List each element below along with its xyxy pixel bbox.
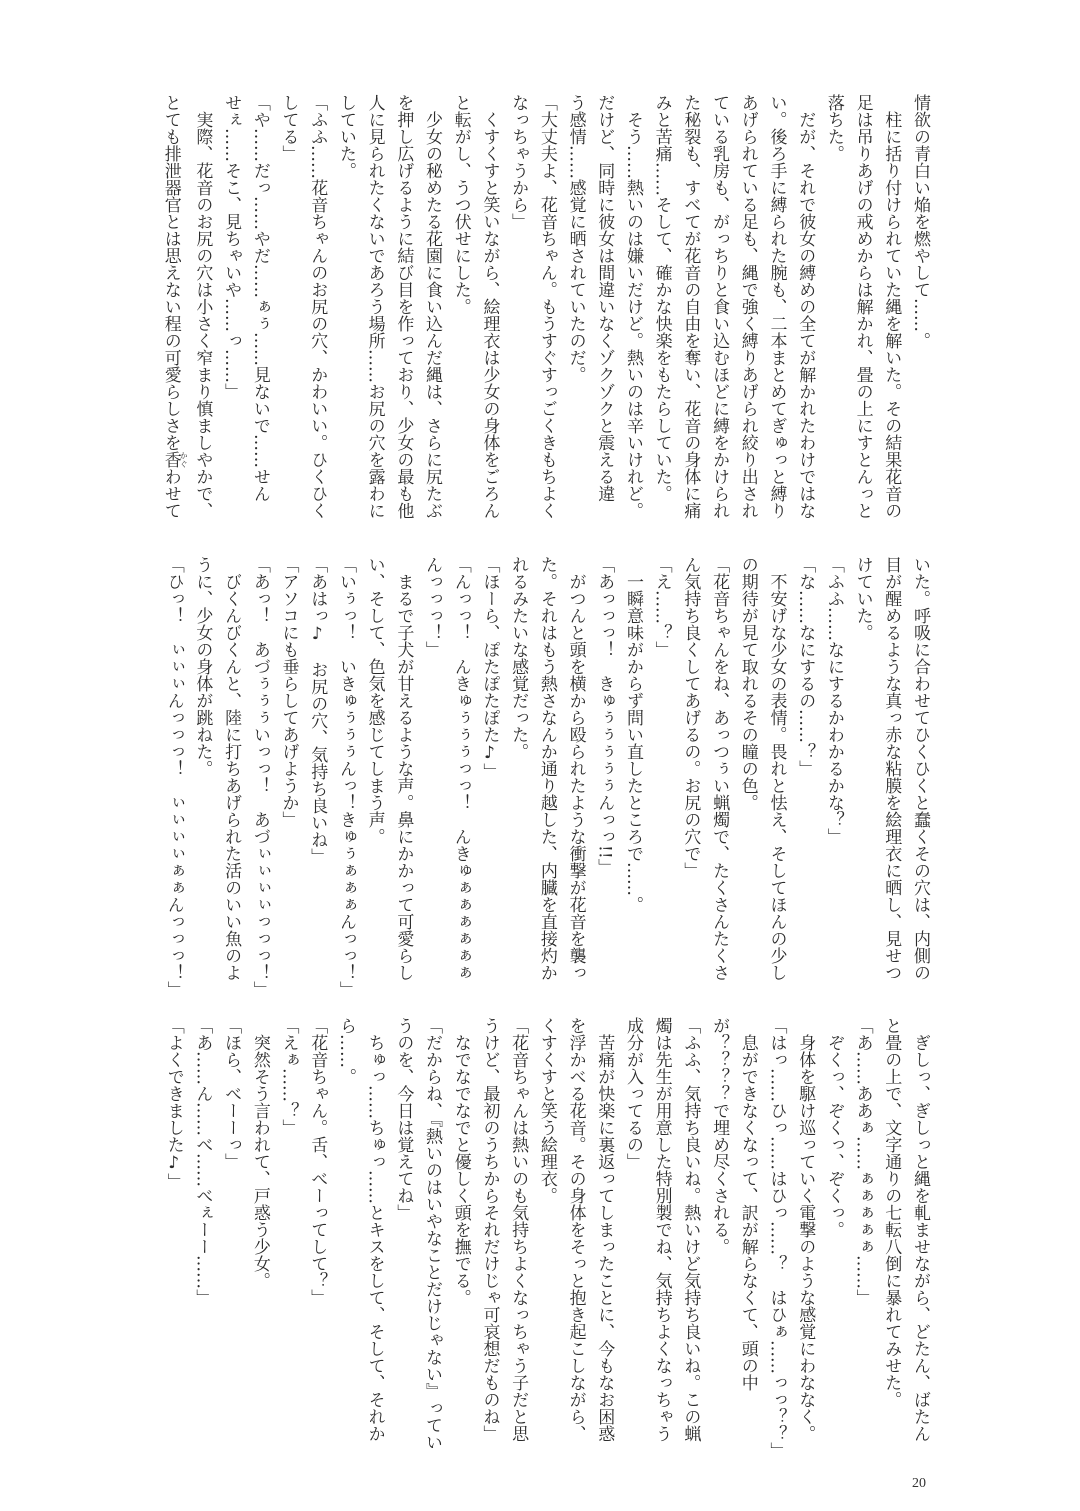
text-column: 柱に括り付けられていた縄を解いた。その結果花音の: [881, 94, 902, 519]
text-column: ぎしっ、ぎしっと縄を軋ませながら、どたん、ばたん: [910, 1017, 930, 1442]
text-run: わせて: [160, 468, 181, 519]
text-column: 落ちた。: [823, 94, 844, 162]
ruby-annotation: [160, 451, 189, 468]
text-column: だが、それで彼女の縛めの全てが解かれたわけではな: [795, 94, 816, 519]
text-column: そう……熱いのは嫌いだけど。熱いのは辛いけれど。: [622, 94, 643, 519]
text-column: 「ほら、べーーっ」: [221, 1017, 242, 1170]
text-column: していた。: [335, 94, 356, 179]
text-column: た。それはもう熱さなんか通り越した、内臓を直接灼か: [536, 556, 557, 981]
text-column: 「はっ……ひっ……はひっ……？ はひぁ……っっ？？」: [766, 1017, 787, 1459]
text-column: 人に見られたくないであろう場所……お尻の穴を露わに: [364, 94, 385, 519]
text-column: 「ふふ……なにするかわかるかな？」: [823, 556, 844, 845]
text-column: 「えぁ……？」: [278, 1017, 299, 1136]
text-column: せぇ……そこ、見ちゃいや……っ……」: [221, 94, 242, 400]
text-column: 「え……？」: [651, 556, 672, 658]
text-column: れるみたいな感覚だった。: [508, 556, 529, 760]
text-column: ら……。: [335, 1017, 356, 1085]
ruby-text: かぐ: [179, 451, 189, 468]
text-column: 苦痛が快楽に裏返ってしまったことに、今もなお困惑: [594, 1017, 615, 1442]
text-column: 「花音ちゃんをね、あっつぅい蝋燭で、たくさんたくさ: [709, 556, 730, 981]
text-column: 「あっっっ！ きゅぅぅぅぅぅんっっ!!」: [594, 556, 615, 876]
text-column: 実際、花音のお尻の穴は小さく窄まり慎ましやかで、: [192, 94, 213, 519]
text-column: うけど、最初のうちからそれだけじゃ可哀想だものね」: [479, 1017, 500, 1442]
text-column: うに、少女の身体が跳ねた。: [192, 556, 213, 777]
text-tier-top: [158, 94, 934, 526]
text-column: 身体を駆け巡っていく電撃のような感覚にわななく。: [795, 1017, 816, 1442]
text-column: を浮かべる花音。その身体をそっと抱き起こしながら、: [565, 1017, 586, 1442]
text-column: がつんと頭を横から殴られたような衝撃が花音を襲っ: [565, 556, 586, 981]
text-tier-middle: [158, 556, 934, 998]
text-column: 「花音ちゃんは熱いのも気持ちよくなっちゃう子だと思: [508, 1017, 529, 1442]
text-column: なでなでなでと優しく頭を撫でる。: [450, 1017, 471, 1306]
text-column: う感情……感覚に晒されていたのだ。: [565, 94, 586, 383]
text-column: 「ひっ！ ぃぃぃんっっっ！ ぃぃぃぃぁぁんっっっ！」: [163, 556, 184, 998]
text-column: 「よくできました♪」: [163, 1017, 184, 1190]
page-number: 20: [912, 1476, 926, 1491]
text-column: 情欲の青白い焔を燃やして……。: [910, 94, 930, 349]
text-column: 「んっっ！ んきゅぅぅぅっっ！ んきゅぁぁぁぁぁぁ: [450, 556, 471, 981]
text-column: い、そして、色気を感じてしまう声。: [364, 556, 385, 845]
text-column: と転がし、うつ伏せにした。: [450, 94, 471, 315]
text-column: みと苦痛……そして、確かな快楽をもたらしていた。: [651, 94, 672, 502]
text-column: 一瞬意味がからず問い直したところで……。: [622, 556, 643, 913]
text-column: 足は吊りあげの戒めからは解かれ、畳の上にすとんっと: [852, 94, 873, 519]
text-column: の期待が見て取れるその瞳の色。: [737, 556, 758, 811]
text-column: 「ふふ……花音ちゃんのお尻の穴、かわいい。ひくひく: [307, 94, 328, 519]
text-column: してる」: [278, 94, 299, 162]
text-column: 不安げな少女の表情。畏れと怯え、そしてほんの少し: [766, 556, 787, 981]
text-column: 「な……なにするの……？」: [795, 556, 816, 777]
text-column: だけど、同時に彼女は間違いなくゾクゾクと震える違: [594, 94, 615, 502]
text-column: い。後ろ手に縛られた腕も、二本まとめてぎゅっと縛り: [766, 94, 787, 519]
text-column: 「花音ちゃん。舌、べーってして？」: [307, 1017, 328, 1306]
text-column: 「ほーら、ぽたぽたぽた♪」: [479, 556, 500, 780]
text-column: 少女の秘めたる花園に食い込んだ縄は、さらに尻たぶ: [422, 94, 443, 519]
text-column: けていた。: [852, 556, 873, 641]
text-column: ぞくっ、ぞくっ、ぞくっ。: [823, 1017, 844, 1238]
text-column: [156, 94, 188, 526]
text-tier-bottom: [158, 1017, 934, 1459]
text-column: ん気持ち良くしてあげるの。お尻の穴で」: [680, 556, 701, 879]
text-column: た秘裂も、すべてが花音の自由を奪い、花音の身体に痛: [680, 94, 701, 519]
text-column: なっちゃうから」: [508, 94, 529, 230]
text-column: 「いぅっ！ いきゅぅぅぅんっ！きゅぅぁぁぁんっっ！」: [335, 556, 356, 998]
text-column: 「あはっ♪ お尻の穴、気持ち良いね」: [307, 556, 328, 865]
text-column: ている乳房も、がっちりと食い込むほどに縛をかけられ: [709, 94, 730, 519]
text-column: 「あ……ん……べ……べぇーー……」: [192, 1017, 213, 1306]
text-column: あげられている足も、縄で強く縛りあげられ絞り出され: [737, 94, 758, 519]
text-column: 「大丈夫よ、花音ちゃん。もうすぐすっごくきもちよく: [536, 94, 557, 519]
text-column: 「アソコにも垂らしてあげようか」: [278, 556, 299, 828]
text-column: が？？？？で埋め尽くされる。: [709, 1017, 730, 1255]
text-column: 突然そう言われて、戸惑う少女。: [249, 1017, 270, 1289]
text-column: を押し広げるように結び目を作っており、少女の最も他: [393, 94, 414, 519]
text-column: びくんびくんと、陸に打ちあげられた活のいい魚のよ: [221, 556, 242, 981]
text-column: 「や……だっ……やだ……ぁぅ……見ないで……せん: [249, 94, 270, 502]
text-column: くすくすと笑う絵理衣。: [536, 1017, 557, 1204]
text-column: 「だからね、『熱いのはいやなことだけじゃない』ってい: [422, 1017, 443, 1451]
text-column: ちゅっ……ちゅっ……とキスをして、そして、それか: [364, 1017, 385, 1442]
text-column: いた。呼吸に合わせてひくひくと蠢くその穴は、内側の: [910, 556, 930, 981]
text-column: 息ができなくなって、訳が解らなくて、頭の中: [737, 1017, 758, 1391]
text-column: うのを、今日は覚えてね」: [393, 1017, 414, 1221]
text-column: 成分が入ってるの」: [622, 1017, 643, 1170]
text-column: 「あ……ああぁ……ぁぁぁぁぁ……」: [852, 1017, 873, 1306]
text-column: 目が醒めるような真っ赤な粘膜を絵理衣に晒し、見せつ: [881, 556, 902, 981]
text-column: まるで子犬が甘えるような声。鼻にかかって可愛らし: [393, 556, 414, 981]
text-column: くすくすと笑いながら、絵理衣は少女の身体をごろん: [479, 94, 500, 519]
text-column: 「あっ！ あづぅぅぅいっっ！ あづぃぃぃぃっっっ！」: [249, 556, 270, 998]
text-run: とても排泄器官とは思えない程の可愛らしさを: [160, 94, 181, 451]
text-column: 「ふふ、気持ち良いね。熱いけど気持ち良いね。この蝋: [680, 1017, 701, 1442]
ruby-base: 香: [160, 451, 181, 468]
text-column: 燭は先生が用意した特別製でね、気持ちよくなっちゃう: [651, 1017, 672, 1442]
text-column: と畳の上で、文字通りの七転八倒に暴れてみせた。: [881, 1017, 902, 1408]
text-column: んっっっ！」: [422, 556, 443, 658]
